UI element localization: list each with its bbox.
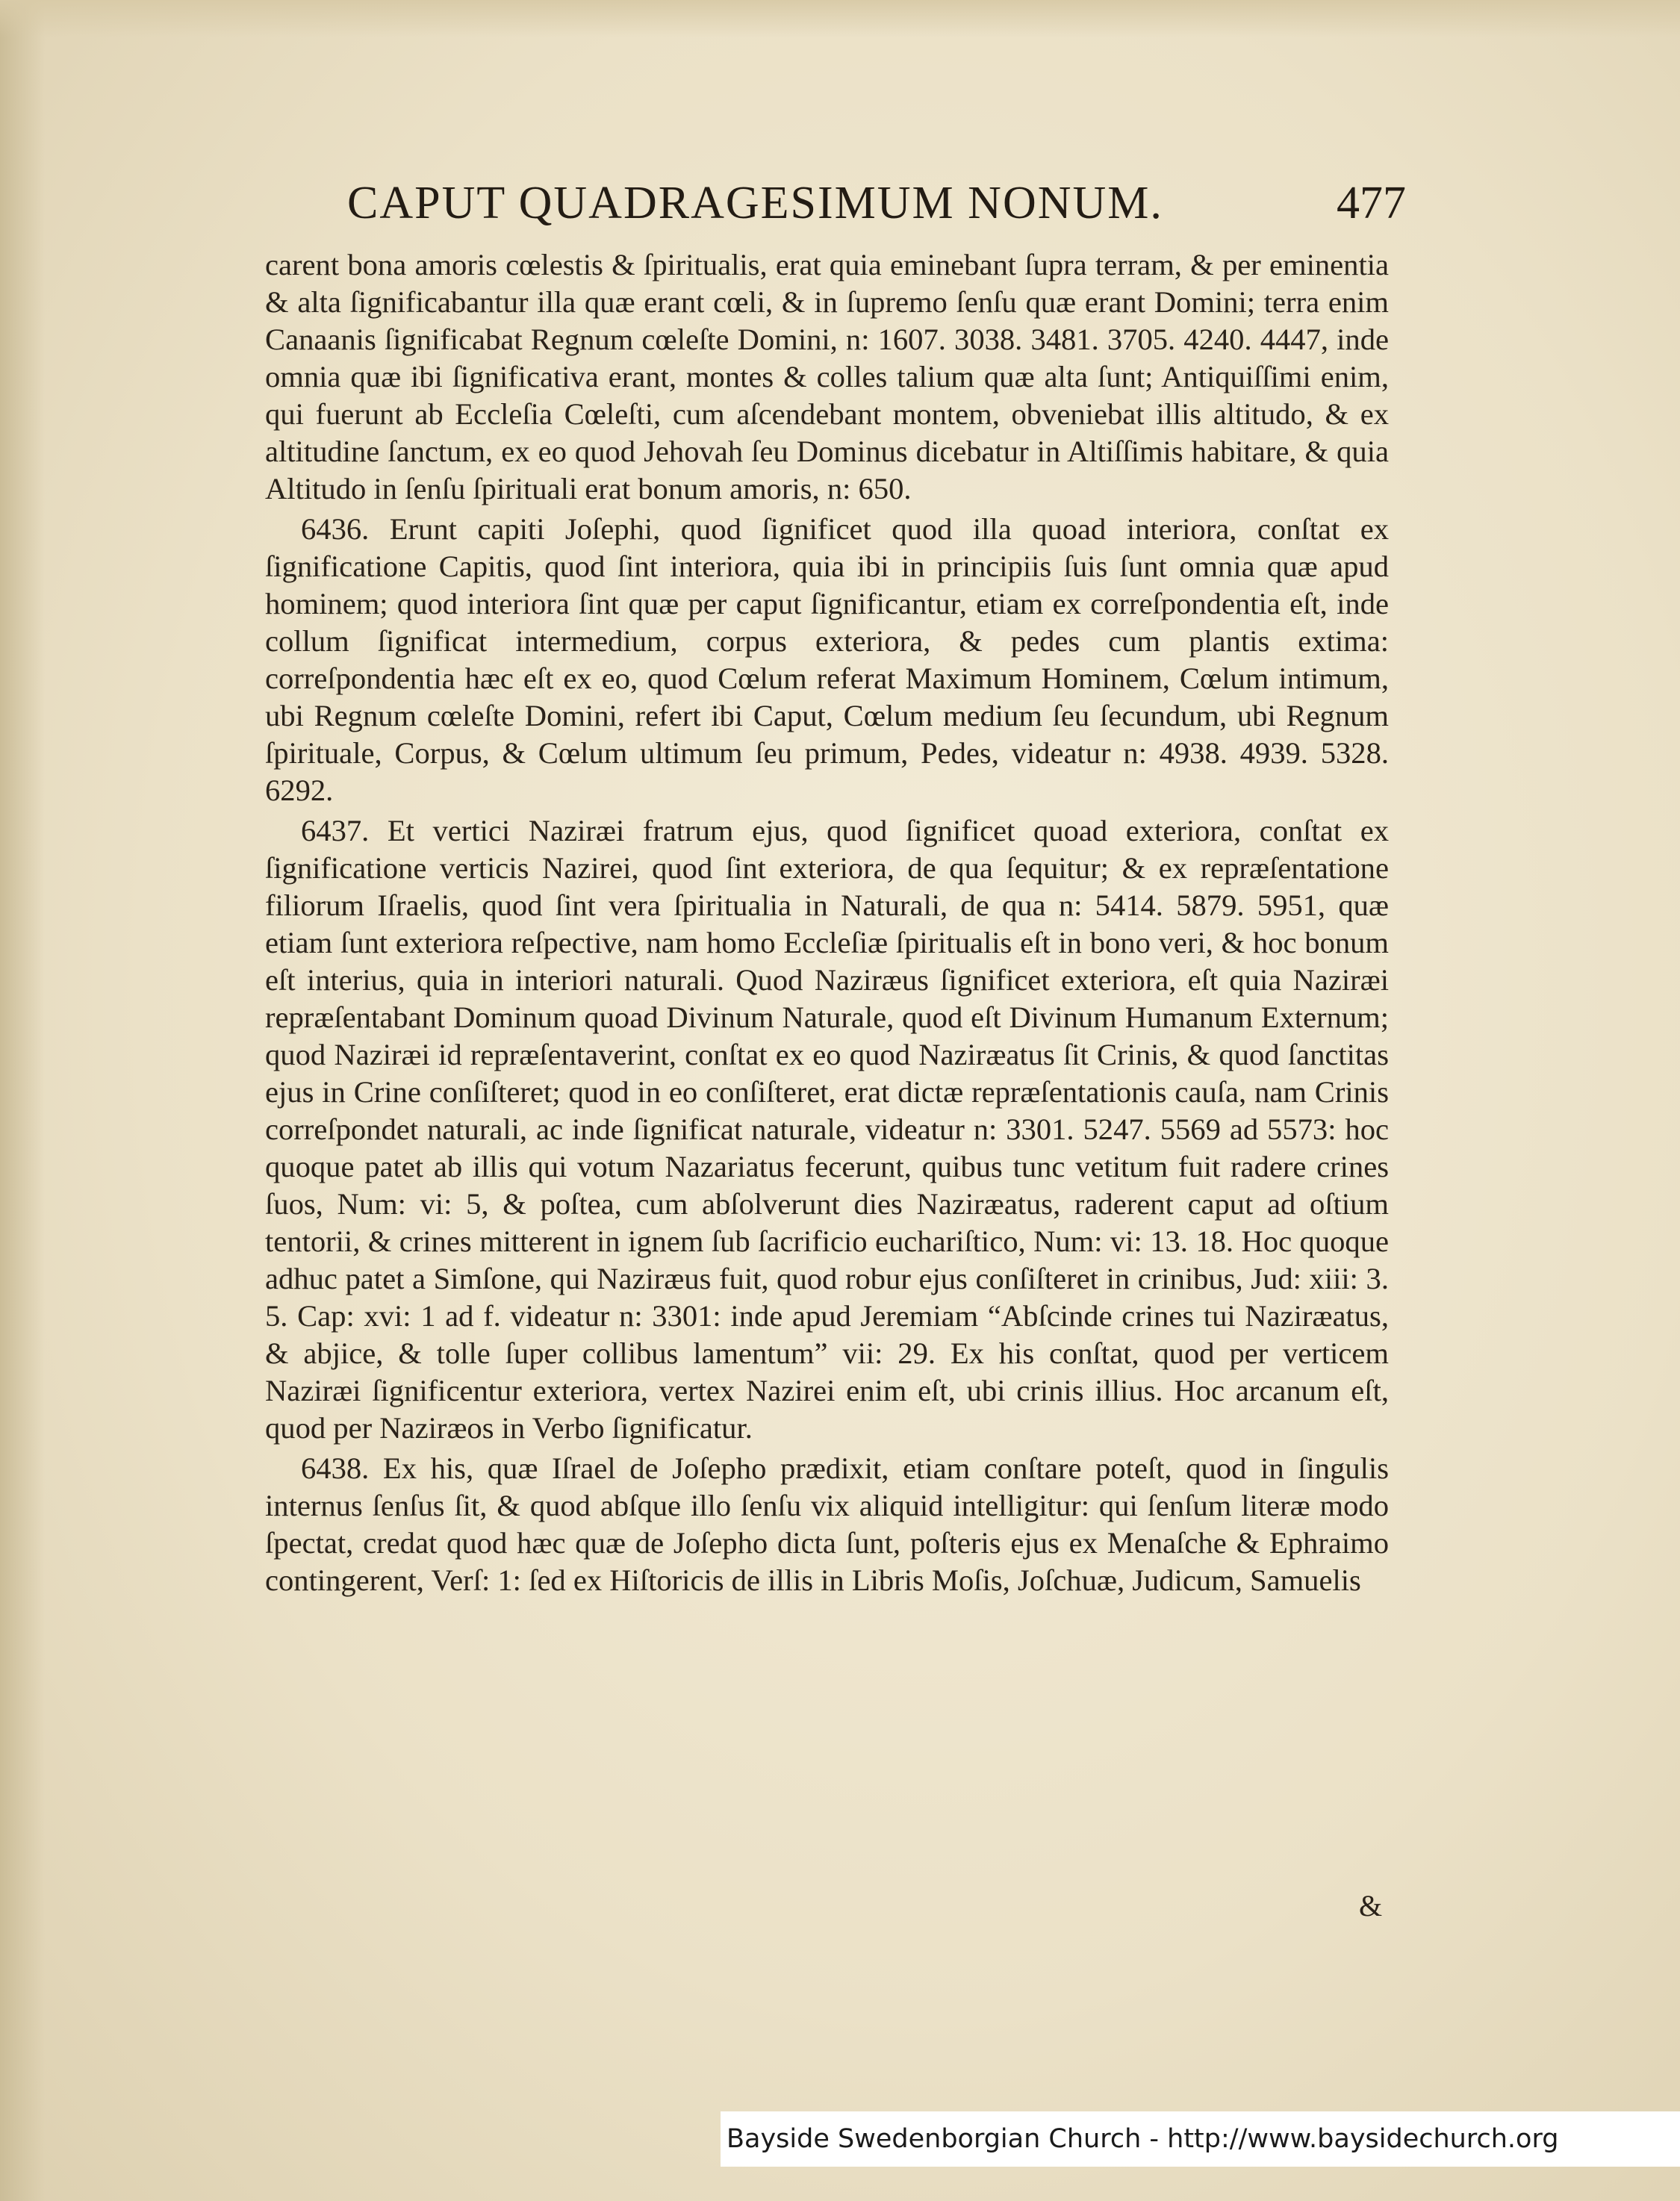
page-number: 477 [1337,178,1406,228]
page-header [347,173,1406,233]
watermark-text: Bayside Swedenborgian Church - http://www.baysidechurch.org [727,2124,1559,2154]
paragraph-6438: 6438. Ex his, quæ Iſrael de Joſepho prædixit, etiam conſtare poteſt, quod in ſingulis internus ſenſus ſit, & quod abſque illo ſenſu vix aliquid intelligitur: qui ſenſum literæ modo ſpectat, credat quod hæc quæ de Joſepho dicta ſunt, poſteris ejus ex Menaſche & Ephraimo contingerent, Verſ: 1: ſed ex Hiſtoricis de illis in Libris Moſis, Joſchuæ, Judicum, Samuelis [265,1451,1389,1597]
body-text [265,246,1389,1599]
paragraph-6437: 6437. Et vertici Naziræi fratrum ejus, quod ſignificet quoad exteriora, conſtat ex ſignificatione verticis Nazirei, quod ſint exteriora, de qua ſequitur; & ex repræſentatione filiorum Iſraelis, quod ſint vera ſpiritualia in Naturali, de qua n: 5414. 5879. 5951, quæ etiam ſunt exteriora reſpective, nam homo Eccleſiæ ſpiritualis eſt in bono veri, & hoc bonum eſt interius, quia in interiori naturali. Quod Naziræus ſignificet exteriora, eſt quia Naziræi repræſentabant Dominum quoad Divinum Naturale, quod eſt Divinum Humanum Externum; quod Naziræi id repræſentaverint, conſtat ex eo quod Naziræatus ſit Crinis, & quod ſanctitas ejus in Crine conſiſteret; quod in eo conſiſteret, erat dictæ repræſentationis cauſa, nam Crinis correſpondet naturali, ac inde ſignificat naturale, videatur n: 3301. 5247. 5569 ad 5573: hoc quoque patet ab illis qui votum Nazariatus fecerunt, quibus tunc vetitum fuit radere crines ſuos, Num: vi: 5, & poſtea, cum abſolverunt dies Naziræatus, raderent caput ad oſtium tentorii, & crines mitterent in ignem ſub ſacrificio euchariſtico, Num: vi: 13. 18. Hoc quoque adhuc patet a Simſone, qui Naziræus fuit, quod robur ejus conſiſteret in crinibus, Jud: xiii: 3. 5. Cap: xvi: 1 ad f. videatur n: 3301: inde apud Jeremiam “Abſcinde crines tui Naziræatus, & abjice, & tolle ſuper collibus lamentum” vii: 29. Ex his conſtat, quod per verticem Naziræi ſignificentur exteriora, vertex Nazirei enim eſt, ubi crinis illius. Hoc arcanum eſt, quod per Naziræos in Verbo ſignificatur. [265,814,1389,1445]
paragraph-continuation: carent bona amoris cœlestis & ſpiritualis, erat quia eminebant ſupra terram, & per eminentia & alta ſignificabantur illa quæ erant cœli, & in ſupremo ſenſu quæ erant Domini; terra enim Canaanis ſignificabat Regnum cœleſte Domini, n: 1607. 3038. 3481. 3705. 4240. 4447, inde omnia quæ ibi ſignificativa erant, montes & colles talium quæ alta ſunt; Antiquiſſimi enim, qui fuerunt ab Eccleſia Cœleſti, cum aſcendebant montem, obveniebat illis altitudo, & ex altitudine ſanctum, ex eo quod Jehovah ſeu Dominus dicebatur in Altiſſimis habitare, & quia Altitudo in ſenſu ſpirituali erat bonum amoris, n: 650. [265,248,1389,505]
watermark-banner [721,2111,1680,2167]
page-shadow-left [0,0,45,2201]
paragraph-6436: 6436. Erunt capiti Joſephi, quod ſignificet quod illa quoad interiora, conſtat ex ſignificatione Capitis, quod ſint interiora, quia ibi in principiis ſuis ſunt omnia quæ apud hominem; quod interiora ſint quæ per caput ſignificantur, etiam ex correſpondentia eſt, inde collum ſignificat intermedium, corpus exteriora, & pedes cum plantis extima: correſpondentia hæc eſt ex eo, quod Cœlum referat Maximum Hominem, Cœlum intimum, ubi Regnum cœleſte Domini, refert ibi Caput, Cœlum medium ſeu ſecundum, ubi Regnum ſpirituale, Corpus, & Cœlum ultimum ſeu primum, Pedes, videatur n: 4938. 4939. 5328. 6292. [265,512,1389,807]
running-title: CAPUT QUADRAGESIMUM NONUM. [347,178,1163,228]
page-shadow-top [0,0,1680,37]
catchword: & [1359,1889,1383,1923]
